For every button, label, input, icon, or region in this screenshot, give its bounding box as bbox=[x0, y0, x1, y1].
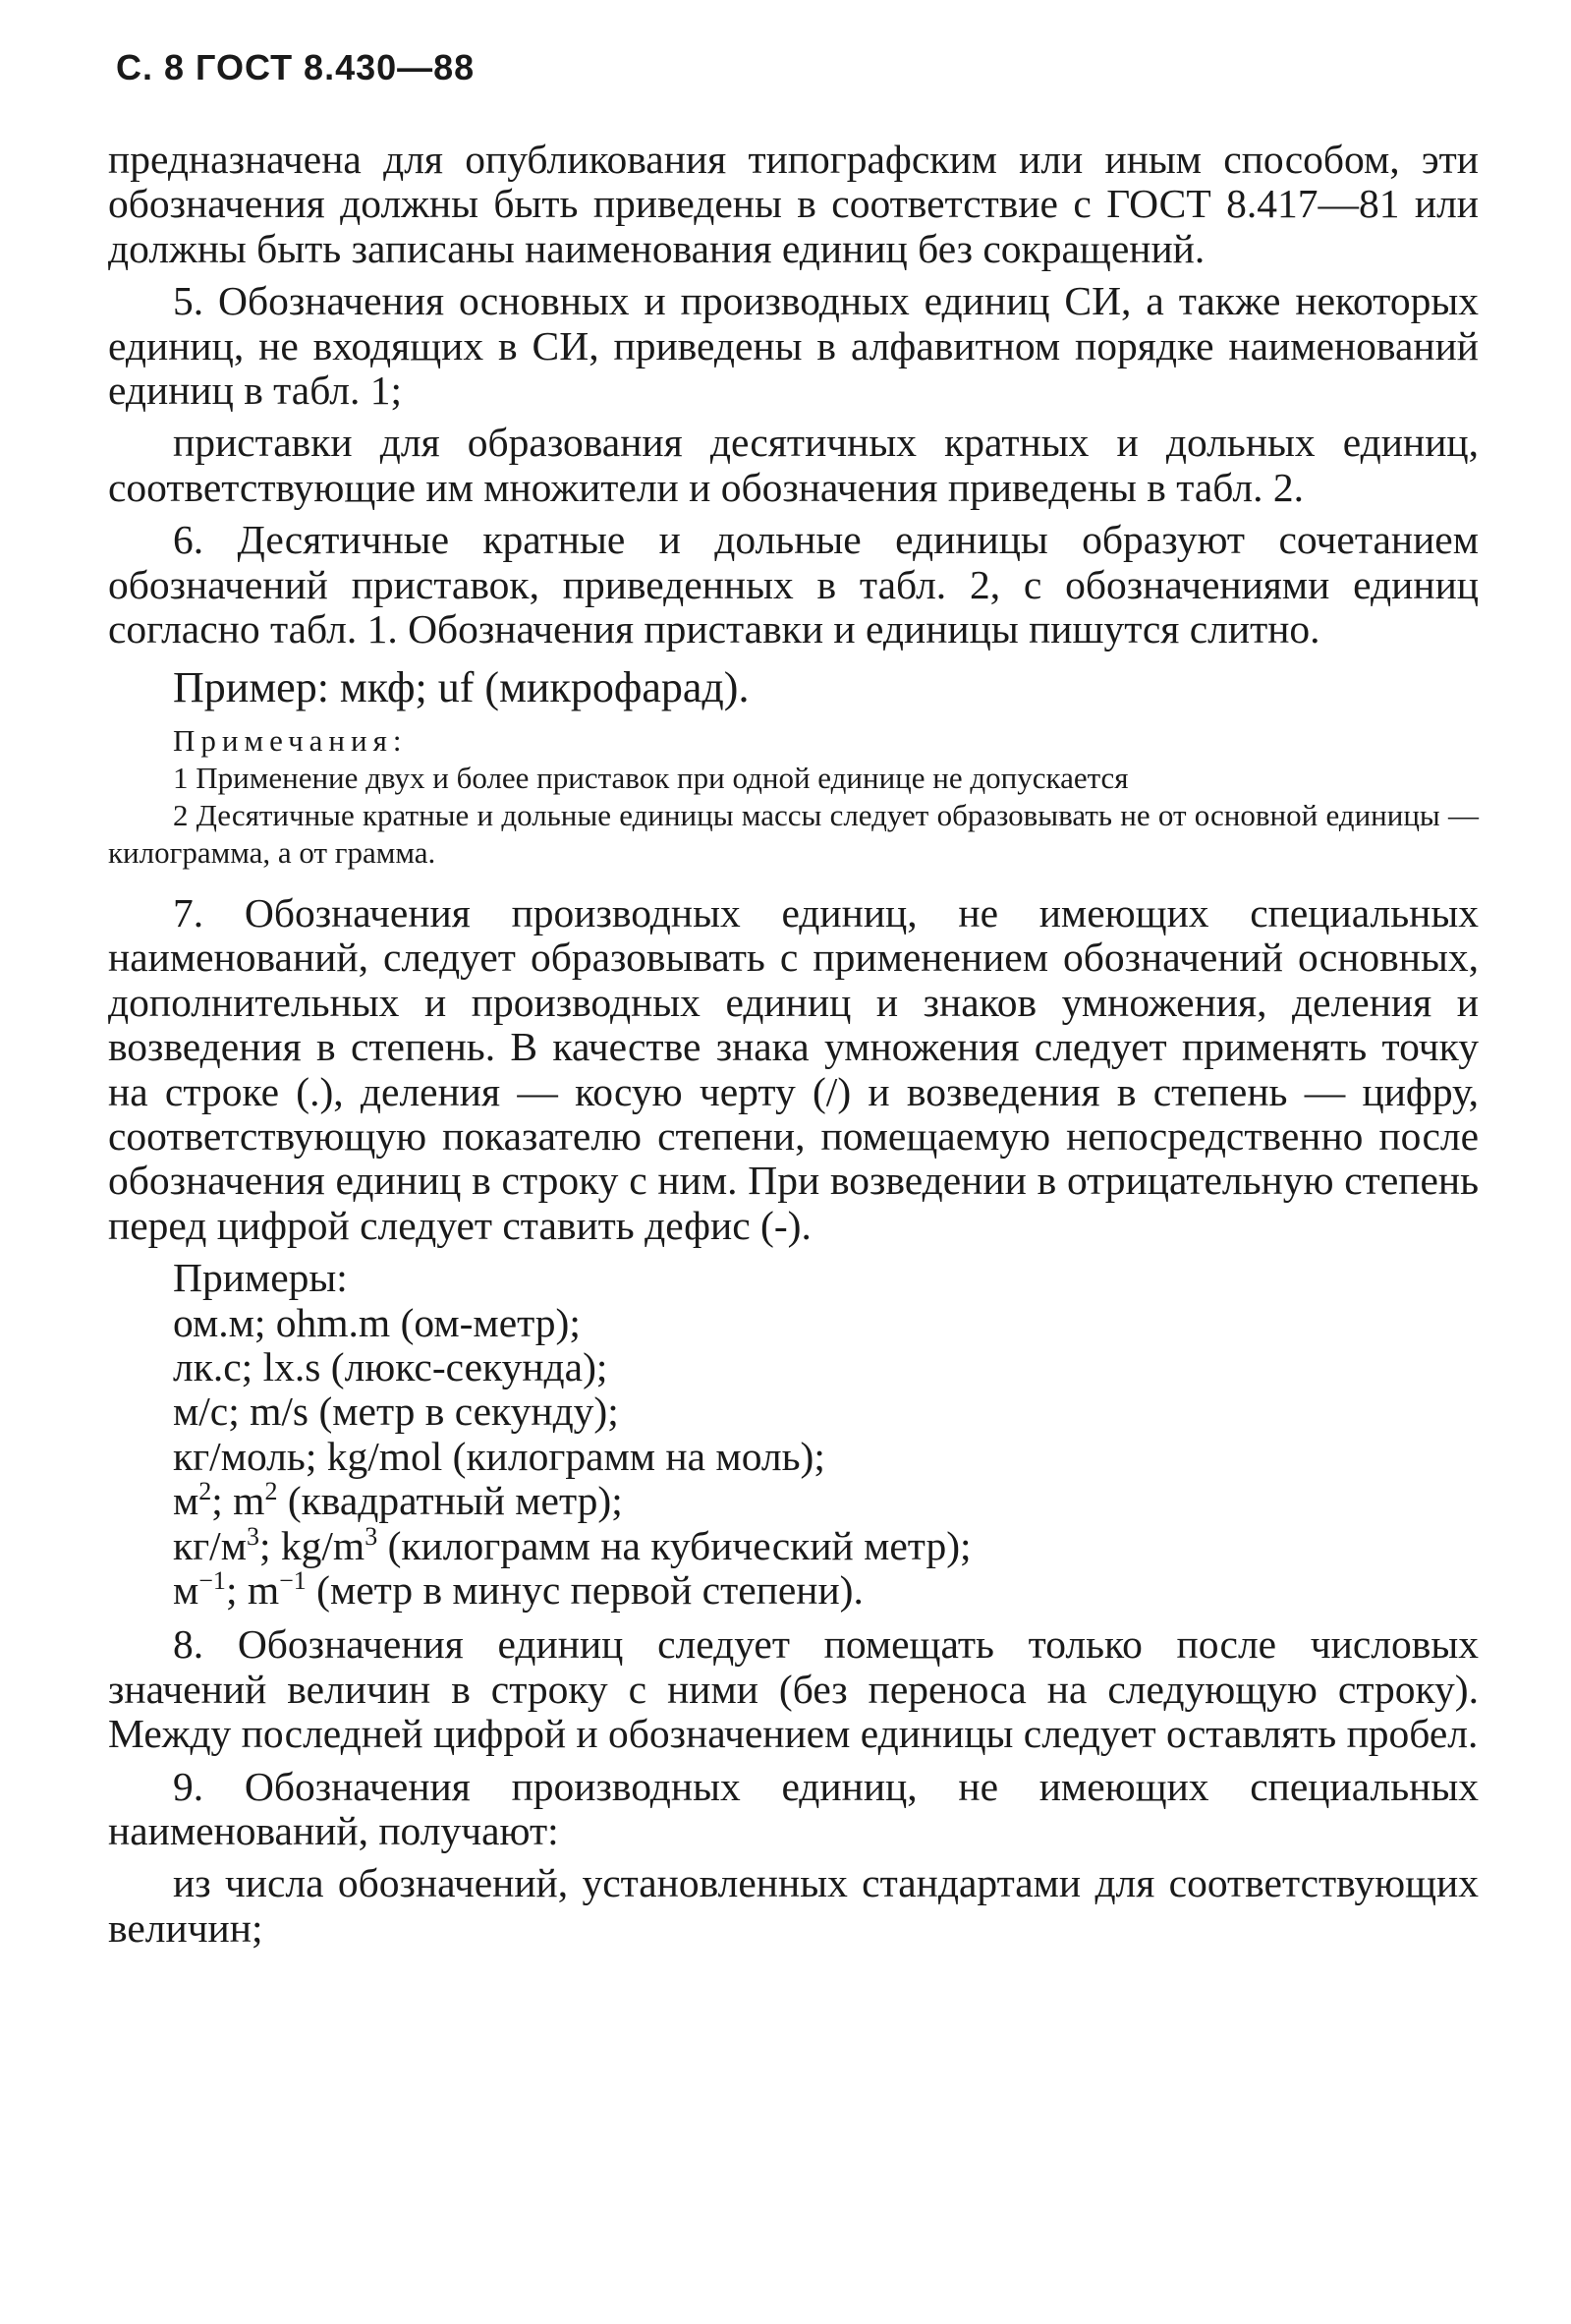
paragraph-9-continued: из числа обозначений, установленных стандартами для соответствующих величин; bbox=[108, 1860, 1479, 1951]
note-1-text: Применение двух и более приставок при одной единице не допускается bbox=[196, 760, 1129, 795]
example-line-6 bbox=[108, 1521, 1479, 1568]
paragraph-5: 5. Обозначения основных и производных единиц СИ, а также некоторых единиц, не входящих в СИ, приведены в алфавитном порядке наименований единиц в табл. 1; bbox=[108, 278, 1479, 414]
paragraph-5-continued: приставки для образования десятичных кратных и дольных единиц, соответствующие им множители и обозначения приведены в табл. 2. bbox=[108, 420, 1479, 510]
example-6-sup-a: 3 bbox=[246, 1521, 259, 1551]
example-line-3: м/с; m/s (метр в секунду); bbox=[173, 1389, 619, 1435]
example-line-1: ом.м; ohm.m (ом-метр); bbox=[173, 1299, 581, 1345]
example-7-part-a: м bbox=[173, 1566, 199, 1613]
page-header: С. 8 ГОСТ 8.430—88 bbox=[116, 47, 476, 87]
example-line-5 bbox=[108, 1479, 1479, 1523]
note-2-number: 2 bbox=[173, 797, 189, 832]
example-6-part-b: ; kg/m bbox=[258, 1522, 365, 1568]
paragraph-intro: предназначена для опубликования типографским или иным способом, эти обозначения должны быть приведены в соответствие с ГОСТ 8.417—81 или должны быть записаны наименования единиц без сокращений. bbox=[108, 137, 1479, 271]
document-body bbox=[108, 138, 1479, 1958]
example-5-sup-b: 2 bbox=[264, 1477, 278, 1506]
examples-block bbox=[108, 1256, 1479, 1613]
paragraph-6-example: Пример: мкф; uf (микрофарад). bbox=[173, 663, 750, 712]
example-5-part-a: м bbox=[173, 1478, 199, 1524]
example-5-sup-a: 2 bbox=[198, 1477, 212, 1506]
paragraph-6: 6. Десятичные кратные и дольные единицы образуют сочетанием обозначений приставок, приведенных в табл. 2, с обозначениями единиц согласно табл. 1. Обозначения приставки и единицы пишутся слитно. bbox=[108, 517, 1479, 652]
example-5-part-b: ; m bbox=[211, 1478, 265, 1524]
notes-title: Примечания: bbox=[173, 722, 408, 758]
note-2 bbox=[108, 797, 1479, 872]
paragraph-8: 8. Обозначения единиц следует помещать только после числовых значений величин в строку с ними (без переноса на следующую строку). Между последней цифрой и обозначением единицы следует оставлять пробел. bbox=[108, 1621, 1479, 1757]
example-5-part-c: (квадратный метр); bbox=[277, 1478, 623, 1524]
example-line-2: лк.с; lx.s (люкс-секунда); bbox=[173, 1343, 608, 1389]
note-1 bbox=[108, 760, 1479, 797]
example-7-part-c: (метр в минус первой степени). bbox=[306, 1566, 864, 1613]
example-6-part-c: (килограмм на кубический метр); bbox=[377, 1522, 972, 1568]
example-line-4: кг/моль; kg/mol (килограмм на моль); bbox=[173, 1433, 825, 1479]
notes-block bbox=[108, 722, 1479, 872]
paragraph-7: 7. Обозначения производных единиц, не имеющих специальных наименований, следует образовывать с применением обозначений основных, дополнительных и производных единиц и знаков умножения, деления и возведения в степень. В качестве знака умножения следует применять точку на строке (.), деления — косую черту (/) и возведения в степень — цифру, соответствующую показателю степени, помещаемую непосредственно после обозначения единиц в строку с ним. При возведении в отрицательную степень перед цифрой следует ставить дефис (-). bbox=[108, 889, 1479, 1248]
example-7-sup-b: −1 bbox=[279, 1566, 307, 1596]
example-6-sup-b: 3 bbox=[365, 1521, 378, 1551]
example-7-sup-a: −1 bbox=[198, 1566, 226, 1596]
paragraph-9: 9. Обозначения производных единиц, не имеющих специальных наименований, получают: bbox=[108, 1763, 1479, 1853]
example-6-part-a: кг/м bbox=[173, 1522, 247, 1568]
note-1-number: 1 bbox=[173, 760, 189, 795]
example-line-7 bbox=[108, 1568, 1479, 1613]
note-2-text: Десятичные кратные и дольные единицы массы следует образовывать не от основной единицы — килограмма, а от грамма. bbox=[108, 797, 1480, 870]
examples-title: Примеры: bbox=[173, 1255, 348, 1301]
example-7-part-b: ; m bbox=[225, 1566, 280, 1613]
